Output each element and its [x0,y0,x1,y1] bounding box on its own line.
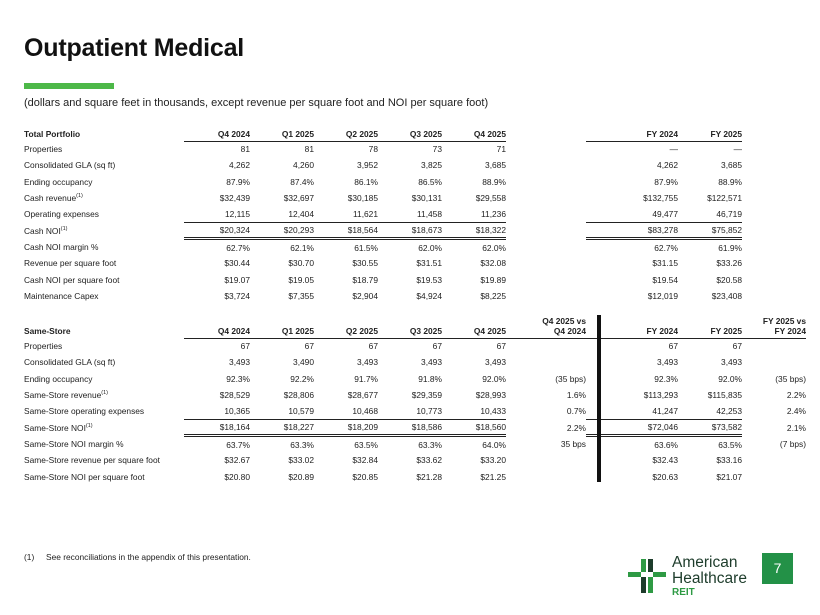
footnote-text: See reconciliations in the appendix of this presentation. [46,552,251,562]
page-title: Outpatient Medical [24,34,245,62]
quarter-value-cell: $28,806 [283,390,314,401]
quarter-value-cell: 91.8% [418,373,442,384]
row-label-text: Ending occupancy [24,176,93,187]
quarter-value-cell: $19.07 [224,274,250,285]
fy-value-cell: $20.58 [716,274,742,285]
col-q4-vs-line2: Q4 2024 [553,325,586,336]
row-label [24,206,184,222]
quarter-change-cell [506,338,586,354]
quarter-value-cell: $18,164 [184,419,250,435]
fy-value-cell: $33.26 [716,258,742,269]
quarter-value-cell: $20,324 [184,222,250,238]
quarter-value-cell: $19.05 [288,274,314,285]
quarter-value-cell: 3,490 [293,357,314,368]
fy-value-cell: $75,852 [678,222,742,238]
same-store-table [24,314,806,485]
spacer-cell [506,255,586,271]
quarter-value-cell: 63.5% [354,439,378,450]
row-label [24,419,184,435]
table-row [24,174,742,190]
quarter-value-cell: $33.62 [416,455,442,466]
col-fy-vs-fy [742,314,806,338]
row-label-text: Cash NOI margin % [24,241,99,252]
fy-value-cell: $113,293 [643,390,678,401]
quarter-value-cell: $29,359 [411,390,442,401]
fy-value-cell: $72,046 [586,419,678,435]
quarter-value-cell: 87.4% [290,176,314,187]
quarter-value-cell: 67 [240,341,250,352]
quarter-value-cell: $18,227 [250,419,314,435]
same-header-row [24,314,806,338]
footnote-number: (1) [24,552,35,562]
row-label [24,288,184,304]
table-row [24,452,806,468]
fy-change-cell: (35 bps) [775,373,806,384]
table-row [24,419,806,435]
spacer-cell [506,174,586,190]
total-header-row [24,126,742,141]
quarter-value-cell: $32,697 [283,193,314,204]
row-label [24,403,184,419]
row-label [24,190,184,206]
quarter-value-cell: $30.55 [352,258,378,269]
total-portfolio-heading: Total Portfolio [24,129,81,139]
col-fy-2024: FY 2024 [586,314,678,338]
quarter-change-cell [506,452,586,468]
table-row [24,222,742,238]
quarter-value-cell: $33.02 [288,455,314,466]
fy-value-cell: 61.9% [718,242,742,253]
quarter-value-cell: $21.28 [416,471,442,482]
footnote-marker: (1) [101,390,109,397]
table-row [24,206,742,222]
quarter-change-cell: 2.2% [566,422,586,433]
quarter-value-cell: 67 [496,341,506,352]
row-label-text: Cash NOI [24,225,61,236]
table-row [24,157,742,173]
quarter-value-cell: 10,365 [224,406,250,417]
col-q1-2025: Q1 2025 [250,126,314,141]
quarter-value-cell: 10,433 [480,406,506,417]
quarter-change-cell: 1.6% [566,390,586,401]
spacer-cell [506,157,586,173]
title-accent-bar [24,83,114,89]
table-row [24,468,806,484]
quarter-value-cell: $20.85 [352,471,378,482]
fy-value-cell: $115,835 [707,390,742,401]
quarter-value-cell: 11,621 [353,209,378,220]
quarter-value-cell: $31.51 [416,258,442,269]
fy-change-cell [742,338,806,354]
col-q1-2025: Q1 2025 [250,314,314,338]
spacer-cell [506,239,586,255]
fy-value-cell: — [733,144,742,155]
quarter-value-cell: 92.3% [226,373,250,384]
quarter-value-cell: $32.08 [480,258,506,269]
table-row [24,141,742,157]
quarter-value-cell: $28,993 [475,390,506,401]
quarter-value-cell: $7,355 [288,290,314,301]
quarter-value-cell: $18,673 [378,222,442,238]
quarter-value-cell: 67 [368,341,378,352]
fy-change-cell: (7 bps) [779,438,806,449]
table-row [24,371,806,387]
row-label-text: Same-Store operating expenses [24,406,145,417]
table-row [24,387,806,403]
quarter-value-cell: 92.0% [482,373,506,384]
row-label-text: Ending occupancy [24,373,93,384]
quarter-value-cell: 10,468 [352,406,378,417]
row-label-text: Maintenance Capex [24,290,99,301]
company-logo [628,555,758,599]
table-row [24,271,742,287]
fy-value-cell: 67 [732,341,742,352]
fy-value-cell: — [669,144,678,155]
row-label [24,436,184,452]
row-label [24,271,184,287]
row-label-text: Same-Store revenue [24,390,102,401]
col-q4-vs-line1: Q4 2025 vs [542,315,586,326]
quarter-value-cell: 10,579 [288,406,314,417]
table-row [24,403,806,419]
quarter-value-cell: 88.9% [482,176,506,187]
row-label [24,255,184,271]
quarter-value-cell: 63.3% [418,439,442,450]
fy-value-cell: $21.07 [716,471,742,482]
quarter-value-cell: 4,260 [293,160,314,171]
row-label-text: Properties [24,341,63,352]
quarter-value-cell: 92.2% [290,373,314,384]
quarter-value-cell: $20.89 [288,471,314,482]
row-label-text: Consolidated GLA (sq ft) [24,357,116,368]
cross-logo-icon [628,559,666,593]
quarter-value-cell: 64.0% [482,439,506,450]
fy-value-cell: 67 [668,341,678,352]
quarter-value-cell: 3,493 [357,357,378,368]
row-label-text: Cash NOI per square foot [24,274,120,285]
row-label-text: Operating expenses [24,209,99,220]
fy-value-cell: 46,719 [716,209,742,220]
fy-value-cell: $23,408 [711,290,742,301]
same-store-heading: Same-Store [24,326,71,336]
quarter-value-cell: $19.89 [480,274,506,285]
fy-value-cell: 41,247 [652,406,678,417]
fy-value-cell: $132,755 [643,193,678,204]
quarter-value-cell: $20,293 [250,222,314,238]
quarter-change-cell: 35 bps [560,438,586,449]
row-label [24,371,184,387]
col-q4-2025: Q4 2025 [442,126,506,141]
fy-change-cell [742,354,806,370]
table-row [24,239,742,255]
quarter-value-cell: 91.7% [354,373,378,384]
col-q4-vs-q4 [506,314,586,338]
row-label [24,338,184,354]
fy-value-cell: 88.9% [718,176,742,187]
quarter-value-cell: 86.5% [418,176,442,187]
footnote-marker: (1) [76,193,83,200]
quarter-value-cell: 67 [432,341,442,352]
fy-change-cell: 2.1% [786,422,806,433]
quarter-value-cell: $21.25 [480,471,506,482]
fy-value-cell: 3,685 [721,160,742,171]
quarter-value-cell: 3,493 [229,357,250,368]
quarter-value-cell: $28,677 [347,390,378,401]
fy-value-cell: $33.16 [716,455,742,466]
fy-value-cell: 62.7% [654,242,678,253]
quarter-value-cell: $18.79 [352,274,378,285]
quarter-value-cell: 81 [240,144,250,155]
quarter-value-cell: 11,236 [481,209,506,220]
fy-change-cell: 2.2% [786,390,806,401]
col-spacer [506,126,586,141]
quarter-value-cell: 3,952 [357,160,378,171]
fy-value-cell: 3,493 [657,357,678,368]
quarter-value-cell: $18,322 [442,222,506,238]
row-label-text: Same-Store NOI margin % [24,438,124,449]
table-row [24,338,806,354]
quarter-change-cell [506,468,586,484]
quarter-value-cell: 11,458 [417,209,442,220]
table-row [24,436,806,452]
fy-value-cell: $12,019 [647,290,678,301]
quarter-value-cell: 71 [496,144,506,155]
spacer-cell [506,190,586,206]
col-q4-2024: Q4 2024 [184,314,250,338]
quarter-value-cell: 4,262 [229,160,250,171]
quarter-value-cell: 87.9% [226,176,250,187]
quarter-value-cell: $20.80 [224,471,250,482]
quarter-value-cell: $32,439 [219,193,250,204]
quarter-value-cell: $2,904 [352,290,378,301]
col-q3-2025: Q3 2025 [378,126,442,141]
quarter-value-cell: 3,685 [485,160,506,171]
col-q2-2025: Q2 2025 [314,314,378,338]
logo-line-healthcare: Healthcare [672,570,747,587]
fy-value-cell: $122,571 [707,193,742,204]
quarter-value-cell: 3,825 [421,160,442,171]
logo-line-reit: REIT [672,587,695,598]
row-label [24,387,184,403]
quarter-value-cell: $4,924 [416,290,442,301]
fy-change-cell [742,468,806,484]
page-subtitle: (dollars and square feet in thousands, except revenue per square foot and NOI per square foot) [24,97,489,109]
col-q2-2025: Q2 2025 [314,126,378,141]
quarter-value-cell: 86.1% [354,176,378,187]
row-label [24,239,184,255]
quarter-value-cell: $32.84 [352,455,378,466]
fy-value-cell: $19.54 [652,274,678,285]
spacer-cell [506,222,586,238]
quarter-value-cell: $18,564 [314,222,378,238]
quarter-value-cell: $30.70 [288,258,314,269]
fy-value-cell: 4,262 [657,160,678,171]
quarter-value-cell: $30.44 [224,258,250,269]
quarter-value-cell: 73 [432,144,442,155]
quarter-value-cell: 81 [304,144,314,155]
fy-value-cell: 92.0% [718,373,742,384]
col-fy-vs-line1: FY 2025 vs [762,315,806,326]
col-q4-2024: Q4 2024 [184,126,250,141]
quarter-value-cell: $28,529 [219,390,250,401]
fy-change-cell: 2.4% [786,406,806,417]
quarter-change-cell [506,354,586,370]
page-number: 7 [762,553,793,584]
row-label-text: Cash revenue [24,193,77,204]
footnote-marker: (1) [85,422,93,429]
row-label [24,141,184,157]
row-label [24,222,184,238]
footnote-marker: (1) [60,225,68,232]
quarter-value-cell: $30,131 [411,193,442,204]
quarter-value-cell: 63.3% [290,439,314,450]
spacer-cell [506,206,586,222]
quarter-value-cell: $18,209 [314,419,378,435]
quarter-value-cell: $30,185 [347,193,378,204]
row-label [24,468,184,484]
quarter-value-cell: $18,560 [442,419,506,435]
row-label-text: Same-Store NOI per square foot [24,471,145,482]
fy-value-cell: 3,493 [721,357,742,368]
quarter-value-cell: $8,225 [480,290,506,301]
row-label-text: Same-Store revenue per square foot [24,455,160,466]
table-row [24,288,742,304]
fy-value-cell: 49,477 [652,209,678,220]
fy-value-cell: $20.63 [652,471,678,482]
quarter-value-cell: 61.5% [354,242,378,253]
row-label-text: Revenue per square foot [24,258,117,269]
quarter-value-cell: 12,404 [288,209,314,220]
col-q3-2025: Q3 2025 [378,314,442,338]
footnote [24,552,251,562]
quarter-value-cell: $18,586 [378,419,442,435]
quarter-value-cell: 10,773 [416,406,442,417]
quarter-change-cell: 0.7% [566,406,586,417]
spacer-cell [506,288,586,304]
row-label [24,354,184,370]
fy-value-cell: 87.9% [654,176,678,187]
quarter-value-cell: 63.7% [226,439,250,450]
fy-change-cell [742,452,806,468]
quarter-value-cell: 67 [304,341,314,352]
fy-value-cell: $32.43 [652,455,678,466]
quarter-value-cell: $3,724 [224,290,250,301]
row-label-text: Consolidated GLA (sq ft) [24,160,116,171]
col-fy-2025: FY 2025 [678,126,742,141]
quarter-value-cell: $32.67 [224,455,250,466]
table-row [24,190,742,206]
total-portfolio-table [24,126,742,304]
spacer-cell [506,271,586,287]
quarter-value-cell: 62.7% [226,242,250,253]
section-divider [597,315,601,482]
table-row [24,354,806,370]
spacer-cell [506,141,586,157]
col-fy-2024: FY 2024 [586,126,678,141]
quarter-value-cell: 12,115 [225,209,250,220]
col-fy-2025: FY 2025 [678,314,742,338]
quarter-value-cell: 62.0% [482,242,506,253]
row-label-text: Same-Store NOI [24,422,86,433]
quarter-value-cell: $33.20 [480,455,506,466]
quarter-value-cell: $29,558 [475,193,506,204]
quarter-value-cell: $19.53 [416,274,442,285]
quarter-change-cell: (35 bps) [555,373,586,384]
col-fy-vs-line2: FY 2024 [774,325,806,336]
quarter-value-cell: 3,493 [485,357,506,368]
row-label [24,157,184,173]
fy-value-cell: 63.5% [718,439,742,450]
logo-wordmark [672,555,747,598]
quarter-value-cell: 78 [368,144,378,155]
row-label-text: Properties [24,144,63,155]
quarter-value-cell: 3,493 [421,357,442,368]
row-label [24,174,184,190]
quarter-value-cell: 62.1% [290,242,314,253]
row-label [24,452,184,468]
fy-value-cell: $83,278 [586,222,678,238]
fy-value-cell: $31.15 [652,258,678,269]
col-q4-2025: Q4 2025 [442,314,506,338]
fy-value-cell: 92.3% [654,373,678,384]
fy-value-cell: $73,582 [678,419,742,435]
fy-value-cell: 42,253 [716,406,742,417]
quarter-value-cell: 62.0% [418,242,442,253]
table-row [24,255,742,271]
fy-value-cell: 63.6% [654,439,678,450]
logo-line-american: American [672,554,738,571]
